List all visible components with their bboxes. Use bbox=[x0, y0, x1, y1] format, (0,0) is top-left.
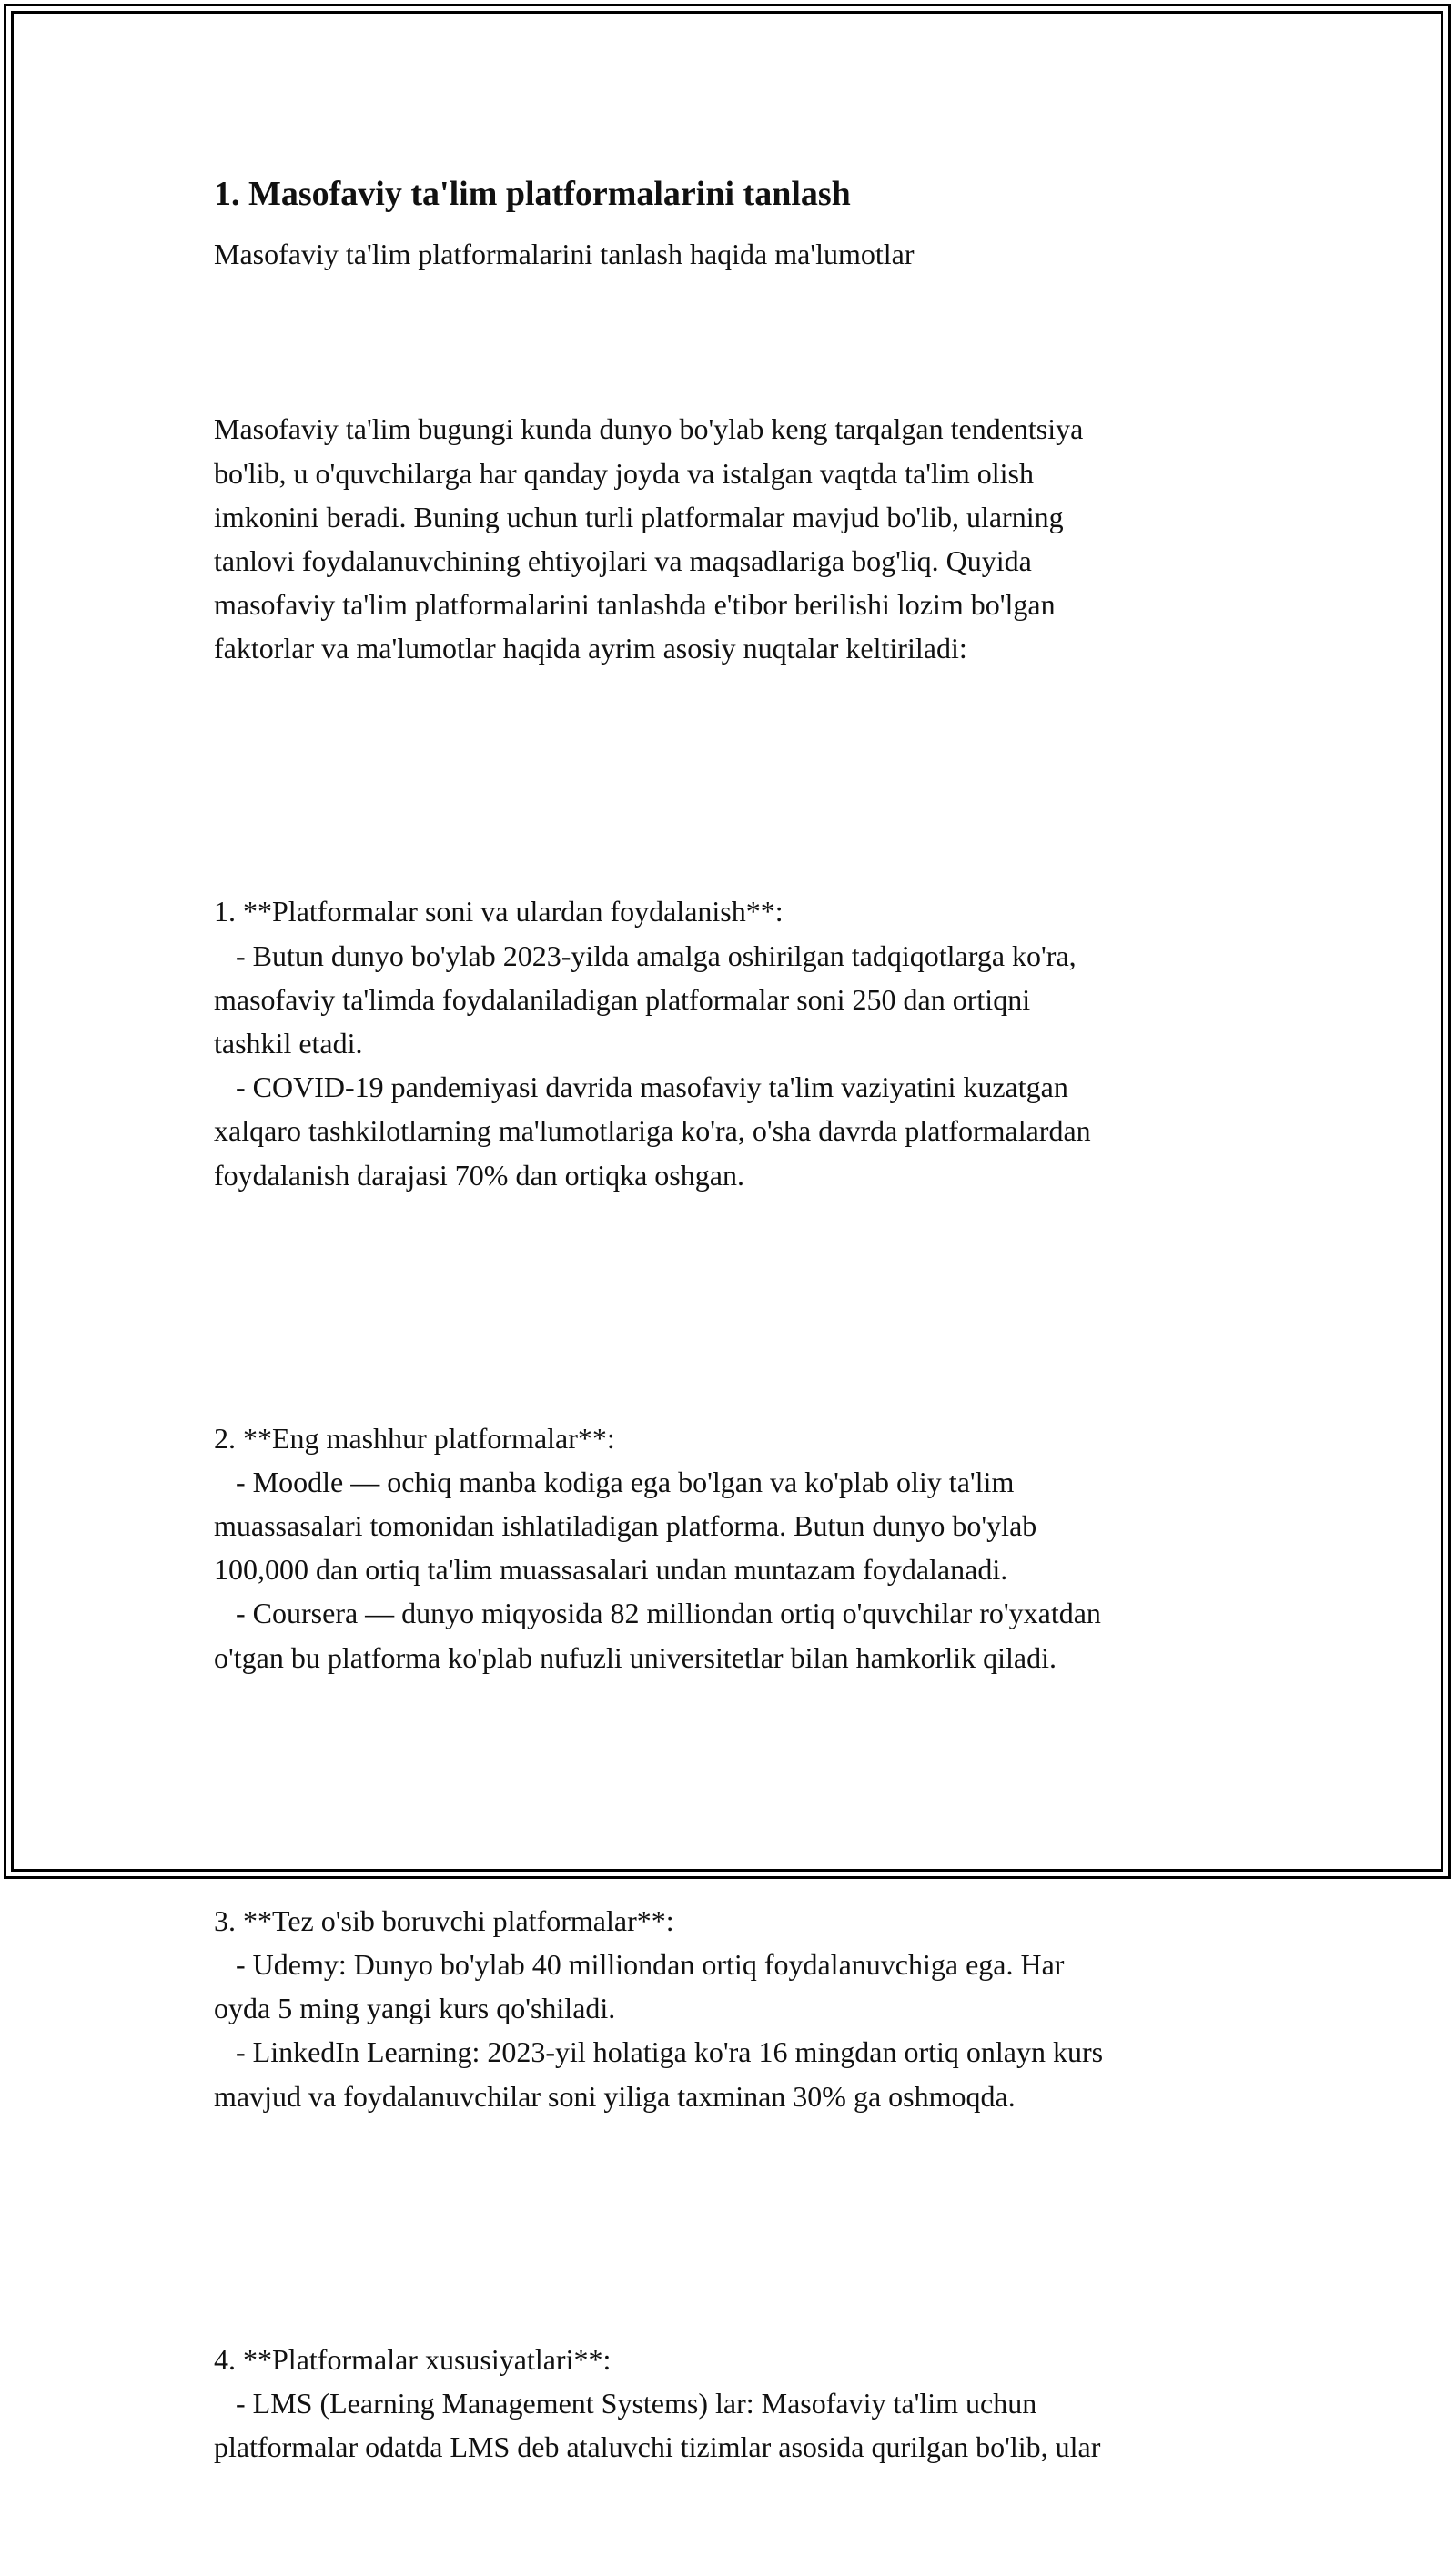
section-heading: 2. **Eng mashhur platformalar**: bbox=[214, 1421, 615, 1455]
section-line: - Udemy: Dunyo bo'ylab 40 milliondan ortiq foydalanuvchiga ega. Har bbox=[214, 1947, 1065, 1981]
section-heading: 3. **Tez o'sib boruvchi platformalar**: bbox=[214, 1903, 674, 1937]
intro-line: Masofaviy ta'lim bugungi kunda dunyo bo'ylab keng tarqalgan tendentsiya bbox=[214, 412, 1084, 446]
section-line: platformalar odatda LMS deb ataluvchi tizimlar asosida qurilgan bo'lib, ular bbox=[214, 2430, 1101, 2463]
section-line: oyda 5 ming yangi kurs qo'shiladi. bbox=[214, 1992, 616, 2025]
section-line: o'tgan bu platforma ko'plab nufuzli universitetlar bilan hamkorlik qiladi. bbox=[214, 1640, 1057, 1674]
section-line: masofaviy ta'limda foydalaniladigan platformalar soni 250 dan ortiqni bbox=[214, 982, 1031, 1016]
section-platform-features bbox=[214, 2249, 1242, 2556]
document-subtitle: Masofaviy ta'lim platformalarini tanlash haqida ma'lumotlar bbox=[214, 238, 915, 270]
intro-line: masofaviy ta'lim platformalarini tanlashda e'tibor berilishi lozim bo'lgan bbox=[214, 588, 1056, 622]
intro-line: imkonini beradi. Buning uchun turli platformalar mavjud bo'lib, ularning bbox=[214, 500, 1064, 533]
intro-line: bo'lib, u o'quvchilarga har qanday joyda va istalgan vaqtda ta'lim olish bbox=[214, 456, 1034, 490]
section-heading: 4. **Platformalar xususiyatlari**: bbox=[214, 2342, 612, 2376]
section-line: - Butun dunyo bo'ylab 2023-yilda amalga oshirilgan tadqiqotlarga ko'ra, bbox=[214, 939, 1077, 972]
section-line: - LMS (Learning Management Systems) lar: Masofaviy ta'lim uchun bbox=[214, 2386, 1037, 2420]
section-line: xalqaro tashkilotlarning ma'lumotlariga ko'ra, o'sha davrda platformalardan bbox=[214, 1114, 1091, 1148]
section-platform-count bbox=[214, 802, 1242, 1284]
section-line: - Coursera — dunyo miqyosida 82 milliondan ortiq o'quvchilar ro'yxatdan bbox=[214, 1597, 1101, 1630]
intro-paragraph bbox=[214, 320, 1242, 758]
section-line: mavjud va foydalanuvchilar soni yiliga taxminan 30% ga oshmoqda. bbox=[214, 2079, 1016, 2113]
intro-line: faktorlar va ma'lumotlar haqida ayrim asosiy nuqtalar keltiriladi: bbox=[214, 632, 967, 665]
section-line: - LinkedIn Learning: 2023-yil holatiga ko'ra 16 mingdan ortiq onlayn kurs bbox=[214, 2035, 1104, 2069]
section-line: foydalanish darajasi 70% dan ortiqka oshgan. bbox=[214, 1158, 744, 1192]
section-line: tashkil etadi. bbox=[214, 1027, 363, 1060]
section-fast-growing-platforms bbox=[214, 1811, 1242, 2206]
intro-line: tanlovi foydalanuvchining ehtiyojlari va maqsadlariga bog'liq. Quyida bbox=[214, 544, 1032, 578]
section-line: 100,000 dan ortiq ta'lim muassasalari undan muntazam foydalanadi. bbox=[214, 1553, 1008, 1587]
section-line: muassasalari tomonidan ishlatiladigan platforma. Butun dunyo bo'ylab bbox=[214, 1509, 1037, 1543]
section-heading: 1. **Platformalar soni va ulardan foydalanish**: bbox=[214, 895, 784, 928]
document-body bbox=[214, 168, 1242, 2557]
section-line: - COVID-19 pandemiyasi davrida masofaviy ta'lim vaziyatini kuzatgan bbox=[214, 1070, 1068, 1104]
section-popular-platforms bbox=[214, 1328, 1242, 1767]
section-line: - Moodle — ochiq manba kodiga ega bo'lgan va ko'plab oliy ta'lim bbox=[214, 1465, 1015, 1498]
document-title: 1. Masofaviy ta'lim platformalarini tanlash bbox=[214, 175, 851, 213]
